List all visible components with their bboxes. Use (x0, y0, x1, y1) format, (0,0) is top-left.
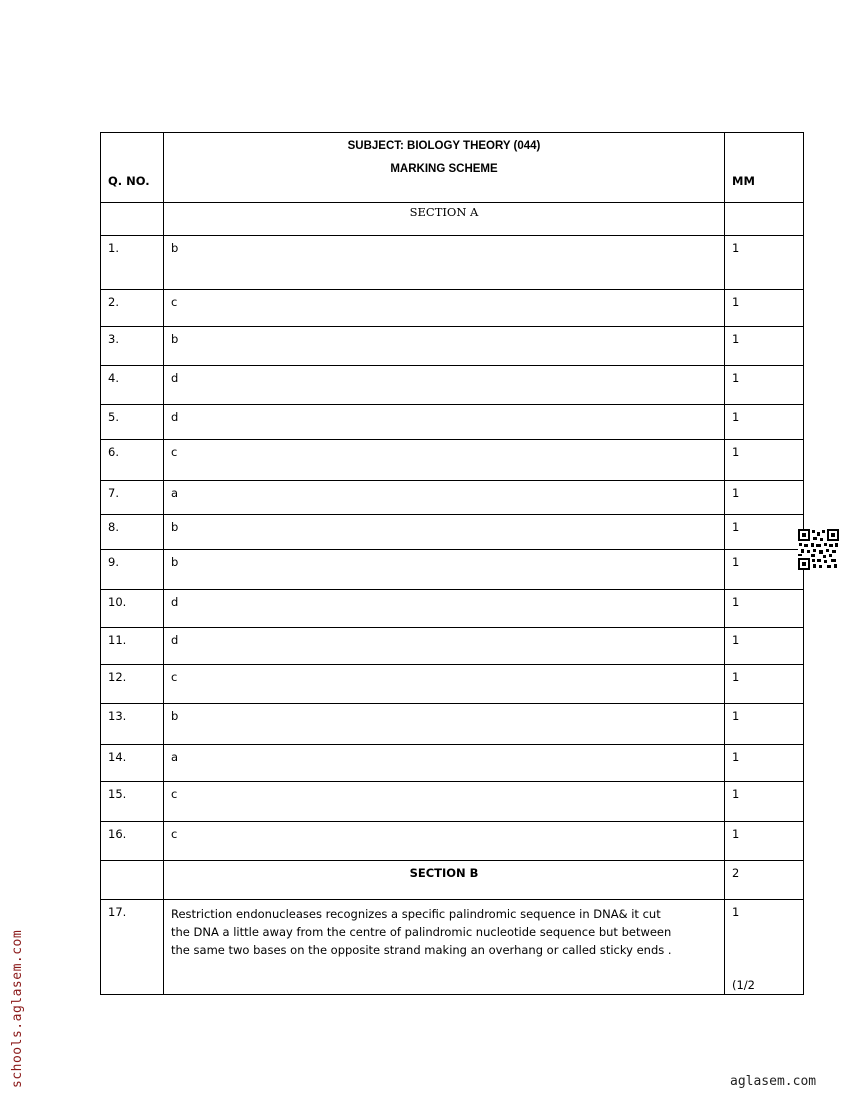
answer-row (101, 745, 804, 782)
marks-value: 1 (725, 628, 804, 665)
answer-row (101, 440, 804, 481)
answer-option: d (164, 628, 725, 665)
answer-option: c (164, 822, 725, 861)
empty-cell (101, 861, 164, 900)
marking-scheme-title: MARKING SCHEME (390, 163, 498, 175)
marks-value: 1 (725, 481, 804, 515)
answer-row (101, 327, 804, 366)
answer-option: c (164, 782, 725, 822)
mm-header: MM (725, 133, 804, 203)
marks-value: 1 (725, 782, 804, 822)
marks-value: 1 (725, 590, 804, 628)
empty-cell (725, 203, 804, 236)
answer-option: c (164, 665, 725, 704)
qr-code-icon (798, 529, 839, 570)
q17-marks-bottom: (1/2 (732, 978, 755, 992)
question-number: 7. (101, 481, 164, 515)
question-number: 17. (101, 900, 164, 995)
answer-option: d (164, 405, 725, 440)
section-b-row (101, 861, 804, 900)
marking-scheme-table (100, 132, 804, 995)
vertical-watermark: schools.aglasem.com (10, 929, 25, 1088)
marks-value: 1 (725, 822, 804, 861)
answer-option: c (164, 290, 725, 327)
question-number: 9. (101, 550, 164, 590)
footer-site-label: aglasem.com (730, 1074, 817, 1089)
question-number: 1. (101, 236, 164, 290)
question-number: 14. (101, 745, 164, 782)
question-number: 6. (101, 440, 164, 481)
marks-value: 1 (725, 745, 804, 782)
question-number: 2. (101, 290, 164, 327)
question-number: 10. (101, 590, 164, 628)
answer-option: b (164, 550, 725, 590)
question-number: 3. (101, 327, 164, 366)
title-cell (164, 133, 725, 203)
answer-option: b (164, 704, 725, 745)
answer-row (101, 481, 804, 515)
section-a-title: SECTION A (164, 203, 725, 236)
q17-row (101, 900, 804, 995)
section-a-row (101, 203, 804, 236)
q17-answer-line: the DNA a little away from the centre of palindromic nucleotide sequence but between (171, 925, 672, 939)
answer-row (101, 822, 804, 861)
question-number: 16. (101, 822, 164, 861)
answer-row (101, 590, 804, 628)
marks-value: 1 (725, 440, 804, 481)
q17-answer-line: Restriction endonucleases recognizes a specific palindromic sequence in DNA& it cut (171, 907, 661, 921)
empty-cell (101, 203, 164, 236)
marks-value: 1 (725, 704, 804, 745)
answer-option: a (164, 745, 725, 782)
answer-row (101, 628, 804, 665)
answer-option: d (164, 366, 725, 405)
marks-value: 1 (725, 290, 804, 327)
question-number: 5. (101, 405, 164, 440)
answer-row (101, 704, 804, 745)
question-number: 15. (101, 782, 164, 822)
marks-value: 1 (725, 550, 804, 590)
q17-marks-top: 1 (732, 905, 740, 919)
section-b-marks: 2 (725, 861, 804, 900)
question-number: 8. (101, 515, 164, 550)
question-number: 12. (101, 665, 164, 704)
answer-row (101, 550, 804, 590)
question-number: 13. (101, 704, 164, 745)
marks-value: 1 (725, 665, 804, 704)
answer-row (101, 515, 804, 550)
answer-row (101, 236, 804, 290)
marks-value: 1 (725, 405, 804, 440)
answer-row (101, 665, 804, 704)
q17-answer (164, 900, 725, 995)
q17-marks (725, 900, 804, 995)
answer-option: b (164, 515, 725, 550)
marks-value: 1 (725, 327, 804, 366)
answer-option: c (164, 440, 725, 481)
marks-value: 1 (725, 366, 804, 405)
question-number: 11. (101, 628, 164, 665)
marks-value: 1 (725, 236, 804, 290)
answer-option: a (164, 481, 725, 515)
answer-row (101, 290, 804, 327)
answer-option: d (164, 590, 725, 628)
header-row (101, 133, 804, 203)
question-number: 4. (101, 366, 164, 405)
q17-answer-line: the same two bases on the opposite strand making an overhang or called sticky ends . (171, 943, 672, 957)
answer-option: b (164, 327, 725, 366)
answer-row (101, 782, 804, 822)
marks-value: 1 (725, 515, 804, 550)
subject-title: SUBJECT: BIOLOGY THEORY (044) (347, 140, 541, 152)
qno-header: Q. NO. (101, 133, 164, 203)
answer-option: b (164, 236, 725, 290)
answer-row (101, 366, 804, 405)
answer-row (101, 405, 804, 440)
section-b-title: SECTION B (164, 861, 725, 900)
